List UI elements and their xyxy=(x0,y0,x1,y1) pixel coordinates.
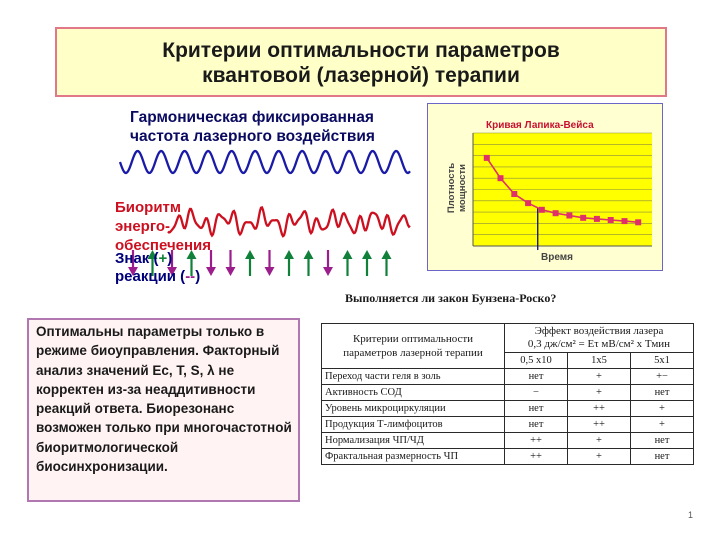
chart-point xyxy=(594,216,600,222)
sign-prefix-2: реакции ( xyxy=(115,268,186,285)
effect-cell: нет xyxy=(631,433,694,449)
harmonic-title-line-2: частота лазерного воздействия xyxy=(130,128,375,145)
sign-minus: -- xyxy=(185,268,196,285)
chart-title: Кривая Лапика-Вейса xyxy=(486,120,594,131)
effect-cell: ++ xyxy=(505,433,568,449)
title-line-1: Критерии оптимальности параметров xyxy=(162,39,560,62)
effect-cell: + xyxy=(631,417,694,433)
bio-label-line-3: обеспечения xyxy=(115,237,212,254)
effect-cell: + xyxy=(631,401,694,417)
chart-point xyxy=(608,217,614,223)
subheader-col-2: 1x5 xyxy=(568,353,631,369)
criterion-cell: Переход части геля в золь xyxy=(322,369,505,385)
effect-cell: + xyxy=(568,449,631,465)
table-header-row xyxy=(322,324,694,353)
effect-cell: − xyxy=(505,385,568,401)
effect-cell: нет xyxy=(505,401,568,417)
subheader-col-3: 5x1 xyxy=(631,353,694,369)
criterion-cell: Нормализация ЧП/ЧД xyxy=(322,433,505,449)
sign-prefix-1: Знак ( xyxy=(115,250,159,267)
criterion-cell: Фрактальная размерность ЧП xyxy=(322,449,505,465)
effect-cell: ++ xyxy=(568,401,631,417)
subheader-col-1: 0,5 x10 xyxy=(505,353,568,369)
table-row xyxy=(322,433,694,449)
header-criteria: Критерии оптимальности параметров лазерной терапии xyxy=(322,324,505,369)
chart-y-label-line-2: мощности xyxy=(457,164,468,212)
criterion-cell: Уровень микроциркуляции xyxy=(322,401,505,417)
chart-point xyxy=(553,210,559,216)
bio-label-line-2: энерго- xyxy=(115,218,171,235)
bunsen-roscoe-question: Выполняется ли закон Бунзена-Роско? xyxy=(345,291,557,305)
page-number: 1 xyxy=(688,510,694,520)
chart-point xyxy=(511,191,517,197)
effect-cell: нет xyxy=(631,449,694,465)
chart-point xyxy=(566,213,572,219)
effect-cell: ++ xyxy=(568,417,631,433)
sign-suffix-1: ) xyxy=(167,250,173,267)
effect-cell: +− xyxy=(631,369,694,385)
table-row xyxy=(322,385,694,401)
table-row xyxy=(322,417,694,433)
chart-point xyxy=(525,200,531,206)
table-row xyxy=(322,369,694,385)
chart-point xyxy=(580,215,586,221)
sign-plus: + xyxy=(158,250,168,267)
header-effect-line-1: Эффект воздействия лазера xyxy=(534,325,664,337)
effect-cell: + xyxy=(568,433,631,449)
effect-cell: ++ xyxy=(505,449,568,465)
effect-cell: нет xyxy=(505,369,568,385)
harmonic-title-line-1: Гармоническая фиксированная xyxy=(130,109,374,126)
chart-point xyxy=(484,155,490,161)
chart-point xyxy=(622,218,628,224)
effect-cell: + xyxy=(568,385,631,401)
chart-point xyxy=(539,207,545,213)
chart-x-label: Время xyxy=(541,252,573,263)
bio-label-line-1: Биоритм xyxy=(115,199,181,216)
criterion-cell: Активность СОД xyxy=(322,385,505,401)
table-row xyxy=(322,449,694,465)
table-row xyxy=(322,401,694,417)
effect-cell: нет xyxy=(505,417,568,433)
chart-y-label-line-1: Плотность xyxy=(446,162,457,214)
effect-cell: нет xyxy=(631,385,694,401)
header-effect xyxy=(505,324,694,353)
title-line-2: квантовой (лазерной) терапии xyxy=(202,64,520,87)
effect-cell: + xyxy=(568,369,631,385)
criterion-cell: Продукция Т-лимфоцитов xyxy=(322,417,505,433)
criteria-table xyxy=(321,323,694,465)
conclusion-text-box xyxy=(27,318,300,502)
chart-point xyxy=(635,219,641,225)
chart-y-label xyxy=(446,158,468,218)
header-effect-line-2: 0,3 дж/см² = Еτ мВ/см² х Тмин xyxy=(527,338,671,350)
conclusion-text: Оптимальны параметры только в режиме биоуправления. Факторный анализ значений Ес, T, S, λ не корректен из-за неаддитивности реакций ответа. Биорезонанс возможен только при многочастотной биоритмологической биосинхронизации. xyxy=(36,324,292,475)
sign-suffix-2: ) xyxy=(195,268,201,285)
chart-point xyxy=(498,175,504,181)
